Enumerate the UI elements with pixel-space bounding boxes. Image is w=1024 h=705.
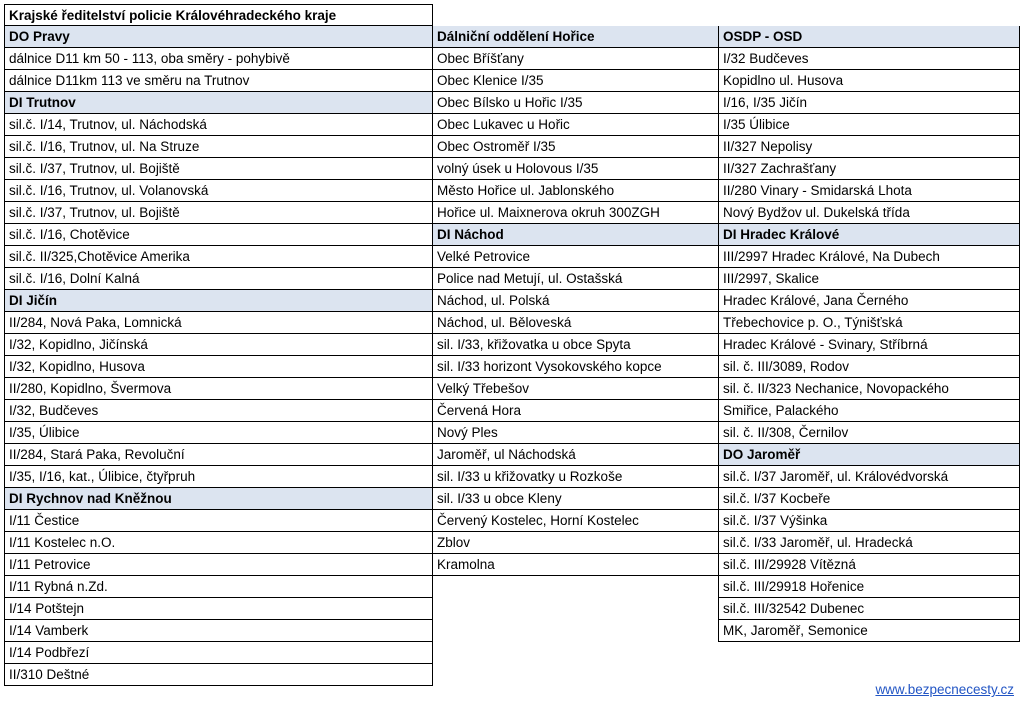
table-cell: Obec Ostroměř I/35 — [432, 136, 719, 158]
table-cell: I/16, I/35 Jičín — [718, 92, 1020, 114]
table-cell: I/32, Budčeves — [4, 400, 433, 422]
table-cell: sil.č. I/14, Trutnov, ul. Náchodská — [4, 114, 433, 136]
table-cell: sil.č. III/29918 Hořenice — [718, 576, 1020, 598]
table-cell: II/284, Nová Paka, Lomnická — [4, 312, 433, 334]
table-cell: III/2997, Skalice — [718, 268, 1020, 290]
table-cell: I/11 Petrovice — [4, 554, 433, 576]
table-cell: sil.č. III/29928 Vítězná — [718, 554, 1020, 576]
table-cell: I/32 Budčeves — [718, 48, 1020, 70]
table-cell: sil. I/33 u křižovatky u Rozkoše — [432, 466, 719, 488]
table-cell: Město Hořice ul. Jablonského — [432, 180, 719, 202]
table-cell: III/2997 Hradec Králové, Na Dubech — [718, 246, 1020, 268]
table-cell: Velký Třebešov — [432, 378, 719, 400]
section-header: OSDP - OSD — [718, 26, 1020, 48]
website-link[interactable]: www.bezpecnecesty.cz — [875, 682, 1014, 697]
table-cell: volný úsek u Holovous I/35 — [432, 158, 719, 180]
table-cell: sil.č. I/16, Trutnov, ul. Na Struze — [4, 136, 433, 158]
table-cell: Hradec Králové, Jana Černého — [718, 290, 1020, 312]
table-cell: Obec Bílsko u Hořic I/35 — [432, 92, 719, 114]
table-cell: sil.č. I/37 Jaroměř, ul. Královédvorská — [718, 466, 1020, 488]
table-cell: Zblov — [432, 532, 719, 554]
table-cell: I/11 Čestice — [4, 510, 433, 532]
table-cell: Hradec Králové - Svinary, Stříbrná — [718, 334, 1020, 356]
section-header: DI Rychnov nad Kněžnou — [4, 488, 433, 510]
table-cell: sil.č. I/16, Dolní Kalná — [4, 268, 433, 290]
column-1 — [4, 4, 433, 686]
table-cell: sil.č. II/325,Chotěvice Amerika — [4, 246, 433, 268]
table-cell: sil.č. I/37, Trutnov, ul. Bojiště — [4, 202, 433, 224]
table-cell: I/11 Rybná n.Zd. — [4, 576, 433, 598]
section-header: DO Jaroměř — [718, 444, 1020, 466]
table-cell: dálnice D11 km 50 - 113, oba směry - pohybivě — [4, 48, 433, 70]
table-cell: Třebechovice p. O., Týnišťská — [718, 312, 1020, 334]
table-cell: Police nad Metují, ul. Ostašská — [432, 268, 719, 290]
table-cell: Červený Kostelec, Horní Kostelec — [432, 510, 719, 532]
table-cell: sil.č. I/37 Kocbeře — [718, 488, 1020, 510]
section-header: DI Hradec Králové — [718, 224, 1020, 246]
table-cell: sil.č. I/37, Trutnov, ul. Bojiště — [4, 158, 433, 180]
table-cell: sil. č. II/308, Černilov — [718, 422, 1020, 444]
table-cell: Jaroměř, ul Náchodská — [432, 444, 719, 466]
table-cell: I/32, Kopidlno, Jičínská — [4, 334, 433, 356]
table-cell: Obec Klenice I/35 — [432, 70, 719, 92]
column-2 — [432, 4, 719, 576]
table-cell: II/310 Deštné — [4, 664, 433, 686]
table-cell: Velké Petrovice — [432, 246, 719, 268]
table-cell: sil.č. III/32542 Dubenec — [718, 598, 1020, 620]
table-cell: II/327 Zachrašťany — [718, 158, 1020, 180]
column-3 — [718, 4, 1020, 642]
table-cell: II/280 Vinary - Smidarská Lhota — [718, 180, 1020, 202]
table-cell: sil. I/33 horizont Vysokovského kopce — [432, 356, 719, 378]
section-header: DI Náchod — [432, 224, 719, 246]
table-cell: II/327 Nepolisy — [718, 136, 1020, 158]
table-cell: I/32, Kopidlno, Husova — [4, 356, 433, 378]
table-cell: Náchod, ul. Běloveská — [432, 312, 719, 334]
table-cell: Smiřice, Palackého — [718, 400, 1020, 422]
table-cell: I/14 Podbřezí — [4, 642, 433, 664]
section-header: DO Pravy — [4, 26, 433, 48]
table-cell: sil.č. I/16, Trutnov, ul. Volanovská — [4, 180, 433, 202]
section-header: DI Jičín — [4, 290, 433, 312]
table-cell: I/35, Úlibice — [4, 422, 433, 444]
table-cell: II/284, Stará Paka, Revoluční — [4, 444, 433, 466]
section-header: Dálniční oddělení Hořice — [432, 26, 719, 48]
section-header: DI Trutnov — [4, 92, 433, 114]
table-cell: sil.č. I/16, Chotěvice — [4, 224, 433, 246]
table-cell: Červená Hora — [432, 400, 719, 422]
table-cell: I/35, I/16, kat., Úlibice, čtyřpruh — [4, 466, 433, 488]
table-cell: sil. č. II/323 Nechanice, Novopackého — [718, 378, 1020, 400]
table-cell: Obec Lukavec u Hořic — [432, 114, 719, 136]
table-cell: sil. I/33 u obce Kleny — [432, 488, 719, 510]
table-cell: Obec Bříšťany — [432, 48, 719, 70]
table-cell: Kopidlno ul. Husova — [718, 70, 1020, 92]
table-cell: I/14 Vamberk — [4, 620, 433, 642]
table-cell: MK, Jaroměř, Semonice — [718, 620, 1020, 642]
table-cell: I/35 Úlibice — [718, 114, 1020, 136]
table-cell: dálnice D11km 113 ve směru na Trutnov — [4, 70, 433, 92]
table-cell: I/14 Potštejn — [4, 598, 433, 620]
table-cell: I/11 Kostelec n.O. — [4, 532, 433, 554]
table-cell: Hořice ul. Maixnerova okruh 300ZGH — [432, 202, 719, 224]
table-cell: sil. I/33, křižovatka u obce Spyta — [432, 334, 719, 356]
table-cell: Náchod, ul. Polská — [432, 290, 719, 312]
table-title: Krajské ředitelství policie Královéhradeckého kraje — [4, 4, 433, 26]
table-cell: sil.č. I/37 Výšinka — [718, 510, 1020, 532]
table-cell: Nový Ples — [432, 422, 719, 444]
table-cell: II/280, Kopidlno, Švermova — [4, 378, 433, 400]
table-cell: Nový Bydžov ul. Dukelská třída — [718, 202, 1020, 224]
table-cell: Kramolna — [432, 554, 719, 576]
table-cell: sil. č. III/3089, Rodov — [718, 356, 1020, 378]
table-cell: sil.č. I/33 Jaroměř, ul. Hradecká — [718, 532, 1020, 554]
